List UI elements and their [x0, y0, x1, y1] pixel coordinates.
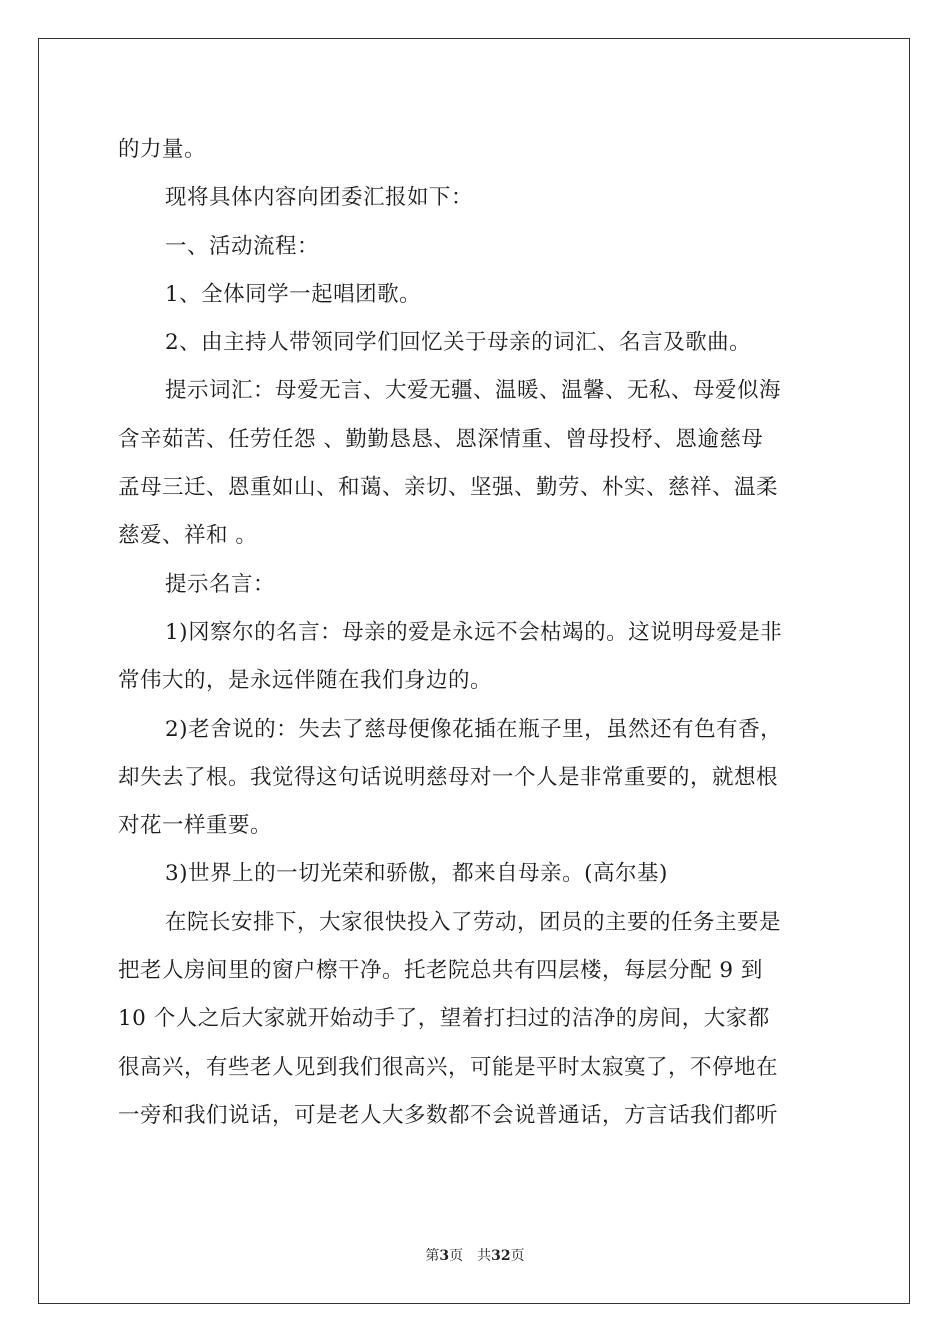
text-line: 一旁和我们说话，可是老人大多数都不会说普通话，方言话我们都听	[118, 1102, 779, 1128]
page-footer	[0, 1246, 950, 1266]
quote-line: 常伟大的，是永远伴随在我们身边的。	[118, 668, 493, 694]
total-prefix: 共	[477, 1248, 492, 1264]
total-pages: 32	[491, 1248, 511, 1264]
text-line: 提示名言：	[165, 571, 276, 597]
text-line: 10 个人之后大家就开始动手了，望着打扫过的洁净的房间，大家都	[118, 1006, 770, 1032]
quote-line: 却失去了根。我觉得这句话说明慈母对一个人是非常重要的，就想根	[118, 764, 779, 790]
quote-line: 2)老舍说的：失去了慈母便像花插在瓶子里，虽然还有色有香，	[165, 716, 783, 742]
text-line: 孟母三迁、恩重如山、和蔼、亲切、坚强、勤劳、朴实、慈祥、温柔	[118, 475, 779, 501]
page-suffix: 页	[449, 1248, 464, 1264]
document-body	[118, 126, 838, 1140]
quote-line: 对花一样重要。	[118, 813, 273, 839]
text-line: 慈爱、祥和 。	[118, 523, 258, 549]
total-suffix: 页	[510, 1248, 525, 1264]
page-number: 3	[439, 1248, 450, 1264]
section-heading: 一、活动流程：	[165, 233, 320, 259]
quote-line: 3)世界上的一切光荣和骄傲，都来自母亲。(高尔基)	[165, 861, 668, 887]
text-line: 提示词汇：母爱无言、大爱无疆、温暖、温馨、无私、母爱似海	[165, 378, 782, 404]
text-line: 的力量。	[118, 137, 207, 162]
text-line: 2、由主持人带领同学们回忆关于母亲的词汇、名言及歌曲。	[165, 330, 752, 356]
text-line: 在院长安排下，大家很快投入了劳动，团员的主要的任务主要是	[165, 909, 782, 935]
text-line: 1、全体同学一起唱团歌。	[165, 281, 422, 307]
text-line: 现将具体内容向团委汇报如下：	[165, 185, 474, 211]
text-line: 含辛茹苦、任劳任怨 、勤勤恳恳、恩深情重、曾母投杼、恩逾慈母	[118, 426, 764, 452]
page-prefix: 第	[425, 1248, 440, 1264]
quote-line: 1)冈察尔的名言：母亲的爱是永远不会枯竭的。这说明母爱是非	[165, 619, 783, 645]
text-line: 把老人房间里的窗户檫干净。托老院总共有四层楼，每层分配 9 到	[118, 958, 763, 984]
text-line: 很高兴，有些老人见到我们很高兴，可能是平时太寂寞了，不停地在	[118, 1054, 779, 1080]
